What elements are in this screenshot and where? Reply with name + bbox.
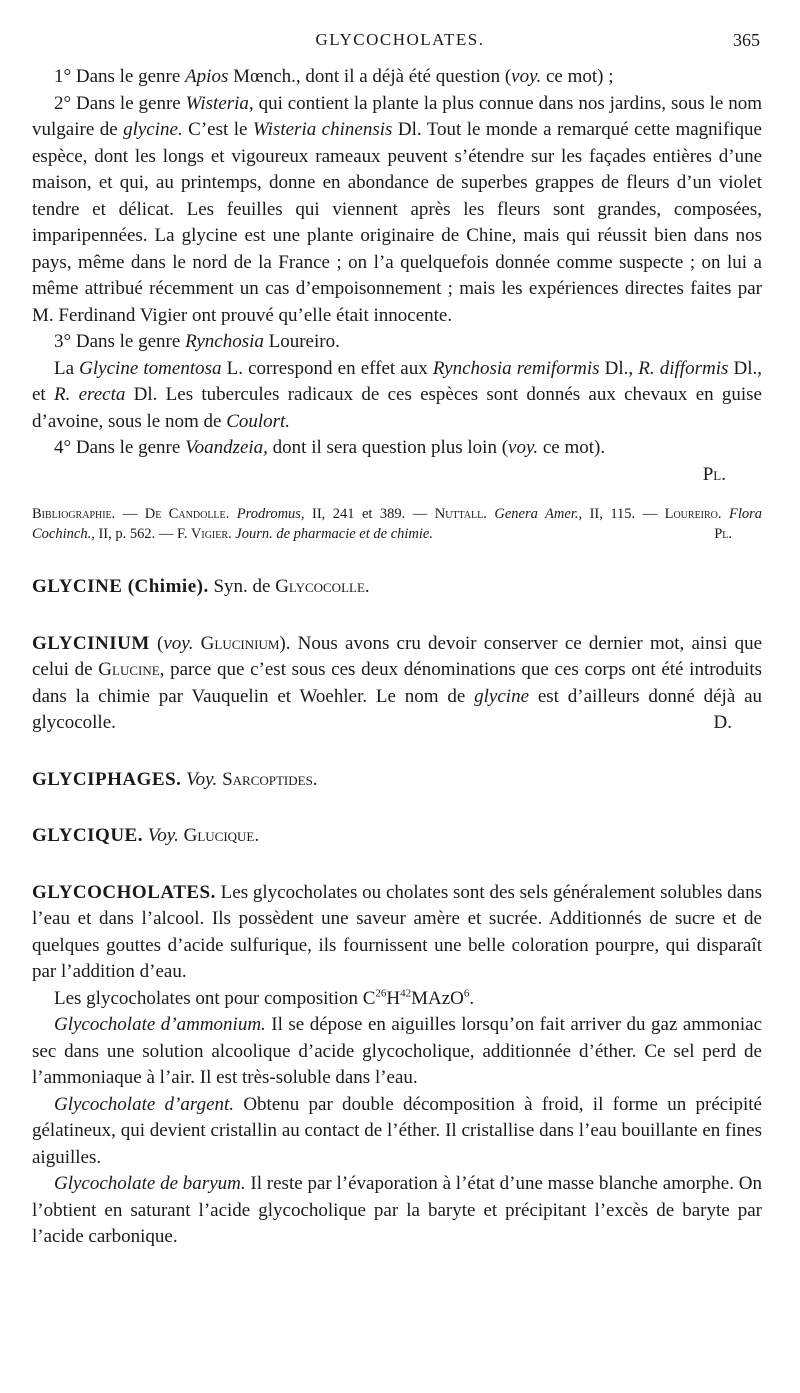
text: 4° Dans le genre [54,437,186,458]
text: ). Nous avons cru devoir conserver ce dernier mot, ainsi que celui de [32,632,762,680]
text: Dl., [599,357,639,379]
text: L. correspond en effet aux [221,357,433,379]
author-name: De Candolle. [144,506,230,522]
text: ce mot) ; [541,66,614,87]
cross-reference: Glycocolle. [275,576,370,597]
text: Obtenu par double décomposition à froid, il forme un précipité gélatineux, qui devient cristallin au contact de l’éther. Il cristallise dans l’eau bouillante en fines aiguilles. [32,1093,762,1168]
text: II, p. 562. — [94,526,177,542]
superscript: 6 [463,987,470,1000]
author-signature: Pl. [702,463,726,485]
entry-glycinium [32,631,762,737]
text: II, 241 et 389. — [304,506,435,522]
text: MAzO [411,987,464,1009]
author-name: Loureiro. [664,506,722,522]
text: 1° Dans le genre [54,66,186,87]
text: Mœnch., dont il a déjà été question ( [228,66,512,87]
genus-name: Wisteria, [185,92,254,114]
term: glycine [474,685,530,707]
text: La [54,357,80,379]
entry-glycique [32,823,762,850]
author-signature: D. [713,712,732,733]
bibliography [32,504,762,544]
text: C’est le [182,119,253,140]
text: 3° Dans le genre [54,331,186,352]
subentry-title: Glycocholate de baryum. [54,1173,246,1194]
text: Loureiro. [263,331,340,352]
subentry-title: Glycocholate d’ammonium. [54,1014,266,1035]
entry-title: GLYCINE (Chimie). [32,576,209,597]
common-name: Coulort. [226,410,291,432]
species-name: Wisteria chinensis [252,119,393,140]
text: ce mot). [538,437,606,458]
paragraph-baryum [32,1171,762,1251]
text: Syn. de [208,576,276,597]
species-name: Glycine tomentosa [79,357,222,379]
author-name: F. Vigier. [177,526,232,542]
voy-ref: Voy. [147,825,179,846]
voy-ref: voy. [163,632,194,654]
running-head: GLYCOCHOLATES. [315,30,485,49]
genus-name: Rynchosia [185,331,264,352]
text [229,506,236,522]
paragraph-argent [32,1092,762,1172]
entry-glyciphages [32,767,762,794]
superscript: 26 [375,987,387,1000]
text: Dl., et [32,357,763,405]
text: qui contient la plante la plus connue dans nos jardins, sous le nom vulgaire de [32,92,762,140]
text: parce que c’est sous ces deux dénominations que ces corps ont été introduits dans la chimie par Vauquelin et Woehler. Le nom de [32,659,763,707]
subentry-title: Glycocholate d’argent. [54,1093,235,1115]
author-name: Nuttall. [434,506,487,522]
species-name: Rynchosia remiformis [432,357,600,379]
page-number: 365 [733,30,760,50]
work-title: Flora Cochinch., [32,506,763,542]
text [193,633,200,654]
species-name: R. difformis [638,357,729,379]
text: II, 115. — [582,506,665,522]
entry-title: GLYCOCHOLATES. [32,881,216,903]
common-name: glycine. [123,119,183,140]
paragraph-apios [32,64,762,91]
body-text [32,64,762,1251]
paragraph-glycine-tomentosa [32,356,762,436]
text: Il reste par l’évaporation à l’état d’une masse blanche amorphe. On l’obtient en saturant l’acide glycocholique par la baryte et précipitant l’excès de baryte par l’acide carbonique. [32,1173,762,1247]
paragraph-rynchosia [32,329,762,356]
text: Les glycocholates ou cholates sont des sels généralement solubles dans l’eau et dans l’alcool. Ils possèdent une saveur amère et sucrée. Additionnés de sucre et de quelques gouttes d’acide sulfurique, ils fournissent une belle coloration pourpre, qui disparaît par l’addition d’eau. [32,881,762,982]
paragraph-voandzeia [32,435,762,462]
voy-ref: voy. [511,66,542,87]
entry-title: GLYCINIUM [32,632,150,654]
cross-reference: Glucine, [98,659,165,680]
text: Dl. Tout le monde a remarqué cette magnifique espèce, dont les longs et vigoureux rameaux peuvent s’étendre sur les façades entières d’une maison, et qui, au printemps, donne en abondance de superbes grappes de fleurs d’un violet tendre et délicat. Les feuilles qui viennent après les fleurs sont grandes, composées, imparipennées. La glycine est une plante originaire de Chine, mais qui réussit bien dans nos pays, même dans le nord de la France ; on l’a quelquefois donnée comme suspecte ; on lui a même attribué récemment un cas d’empoisonnement ; mais les expériences directes faites par M. Ferdinand Vigier ont prouvé qu’elle était innocente. [32,119,762,326]
cross-reference: Glucinium [200,632,280,654]
entry-glycocholates [32,880,762,986]
cross-reference: Glucique. [183,825,260,846]
paragraph-composition [32,986,762,1013]
entry-glycine [32,574,762,601]
text: 2° Dans le genre [54,92,186,114]
text: H [386,987,401,1009]
paragraph-wisteria [32,91,762,330]
work-title: Prodromus, [236,506,305,522]
text: Les glycocholates ont pour composition C [54,987,376,1009]
text [722,506,729,522]
work-title: Genera Amer., [494,506,583,522]
author-signature: Pl. [714,526,732,542]
voy-ref: voy. [508,437,539,458]
entry-title: GLYCIPHAGES. [32,768,182,790]
paragraph-ammonium [32,1012,762,1092]
superscript: 42 [400,987,412,1000]
species-name: R. erecta [53,384,126,405]
genus-name: Voandzeia, [185,437,268,458]
text: . [469,987,475,1009]
biblio-label: Bibliographie. — [32,506,145,522]
text: est d’ailleurs donné déjà au glycocolle. [32,685,763,733]
work-title: Journ. de pharmacie et de chimie. [235,526,433,542]
text: Il se dépose en aiguilles lorsqu’on fait arriver du gaz ammoniac sec dans une solution alcoolique d’acide glycocholique, additionnée d’éther. Ce sel perd de l’ammoniaque à l’air. Il est très-soluble dans l’eau. [32,1014,763,1088]
text: dont il sera question plus loin ( [267,437,509,458]
text: Dl. Les tubercules radicaux de ces espèces sont donnés aux chevaux en guise d’avoine, sous le nom de [32,384,762,432]
entry-title: GLYCIQUE. [32,825,143,846]
page-header [0,30,800,54]
voy-ref: Voy. [186,768,218,790]
genus-name: Apios [185,66,229,87]
text: ( [149,632,164,654]
cross-reference: Sarcoptides. [222,768,318,790]
